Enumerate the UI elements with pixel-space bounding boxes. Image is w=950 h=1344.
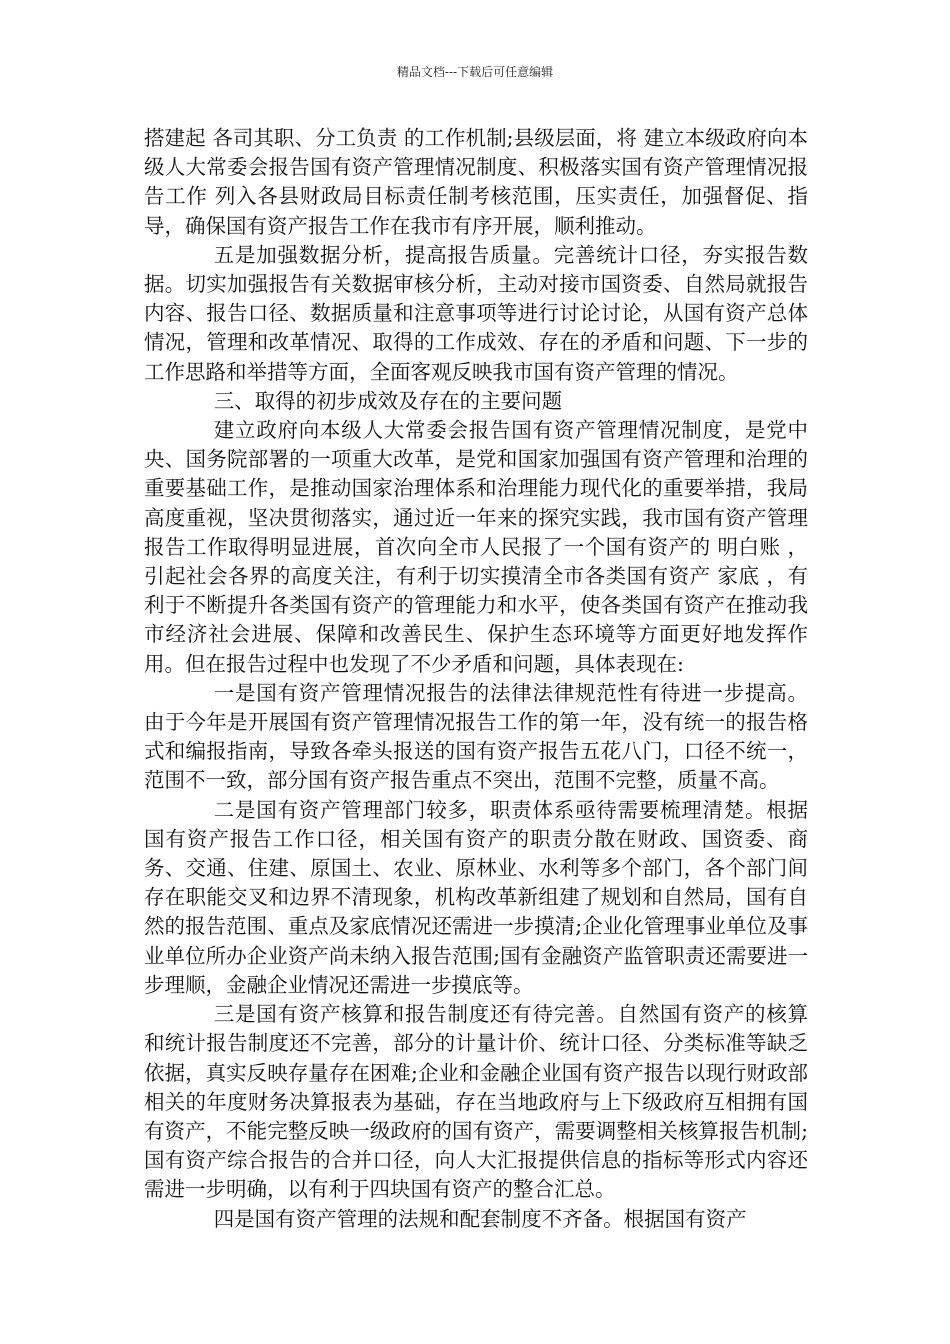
paragraph: 三是国有资产核算和报告制度还有待完善。自然国有资产的核算和统计报告制度还不完善，部分的计量计价、统计口径、分类标准等缺乏依据，真实反映存量存在困难;企业和金融企业国有资产报告以现行财政部相关的年度财务决算报表为基础，存在当地政府与上下级政府互相拥有国有资产，不能完整反映一级政府的国有资产，需要调整相关核算报告机制;国有资产综合报告的合并口径，向人大汇报提供信息的指标等形式内容还需进一步明确，以有利于四块国有资产的整合汇总。	[144, 1002, 808, 1202]
page-header: 精品文档---下载后可任意编辑	[396, 65, 554, 79]
paragraph: 一是国有资产管理情况报告的法律法律规范性有待进一步提高。由于今年是开展国有资产管理情况报告工作的第一年，没有统一的报告格式和编报指南，导致各牵头报送的国有资产报告五花八门，口径不统一，范围不一致，部分国有资产报告重点不突出，范围不完整，质量不高。	[144, 680, 808, 793]
paragraph: 搭建起 各司其职、分工负责 的工作机制;县级层面，将 建立本级政府向本级人大常委会报告国有资产管理情况制度、积极落实国有资产管理情况报告工作 列入各县财政局目标责任制考核范围，压实责任，加强督促、指导，确保国有资产报告工作在我市有序开展，顺利推动。	[144, 126, 808, 238]
paragraph: 建立政府向本级人大常委会报告国有资产管理情况制度，是党中央、国务院部署的一项重大改革，是党和国家加强国有资产管理和治理的重要基础工作，是推动国家治理体系和治理能力现代化的重要举措，我局高度重视，坚决贯彻落实，通过近一年来的探究实践，我市国有资产管理报告工作取得明显进展，首次向全市人民报了一个国有资产的 明白账 ，引起社会各界的高度关注，有利于切实摸清全市各类国有资产 家底 ，有利于不断提升各类国有资产的管理能力和水平，使各类国有资产在推动我市经济社会进展、保障和改善民生、保护生态环境等方面更好地发挥作用。但在报告过程中也发现了不少矛盾和问题，具体表现在:	[144, 418, 808, 676]
section-heading: 三、取得的初步成效及存在的主要问题	[213, 388, 563, 413]
paragraph: 二是国有资产管理部门较多，职责体系亟待需要梳理清楚。根据国有资产报告工作口径，相关国有资产的职责分散在财政、国资委、商务、交通、住建、原国土、农业、原林业、水利等多个部门，各个部门间存在职能交叉和边界不清现象，机构改革新组建了规划和自然局，国有自然的报告范围、重点及家底情况还需进一步摸清;企业化管理事业单位及事业单位所办企业资产尚未纳入报告范围;国有金融资产监管职责还需要进一步理顺，金融企业情况还需进一步摸底等。	[144, 797, 808, 997]
paragraph: 五是加强数据分析，提高报告质量。完善统计口径，夯实报告数据。切实加强报告有关数据审核分析，主动对接市国资委、自然局就报告内容、报告口径、数据质量和注意事项等进行讨论讨论，从国有资产总体情况，管理和改革情况、取得的工作成效、存在的矛盾和问题、下一步的工作思路和举措等方面，全面客观反映我市国有资产管理的情况。	[144, 242, 808, 384]
document-body	[144, 124, 808, 1234]
paragraph: 四是国有资产管理的法规和配套制度不齐备。根据国有资产	[213, 1206, 747, 1231]
